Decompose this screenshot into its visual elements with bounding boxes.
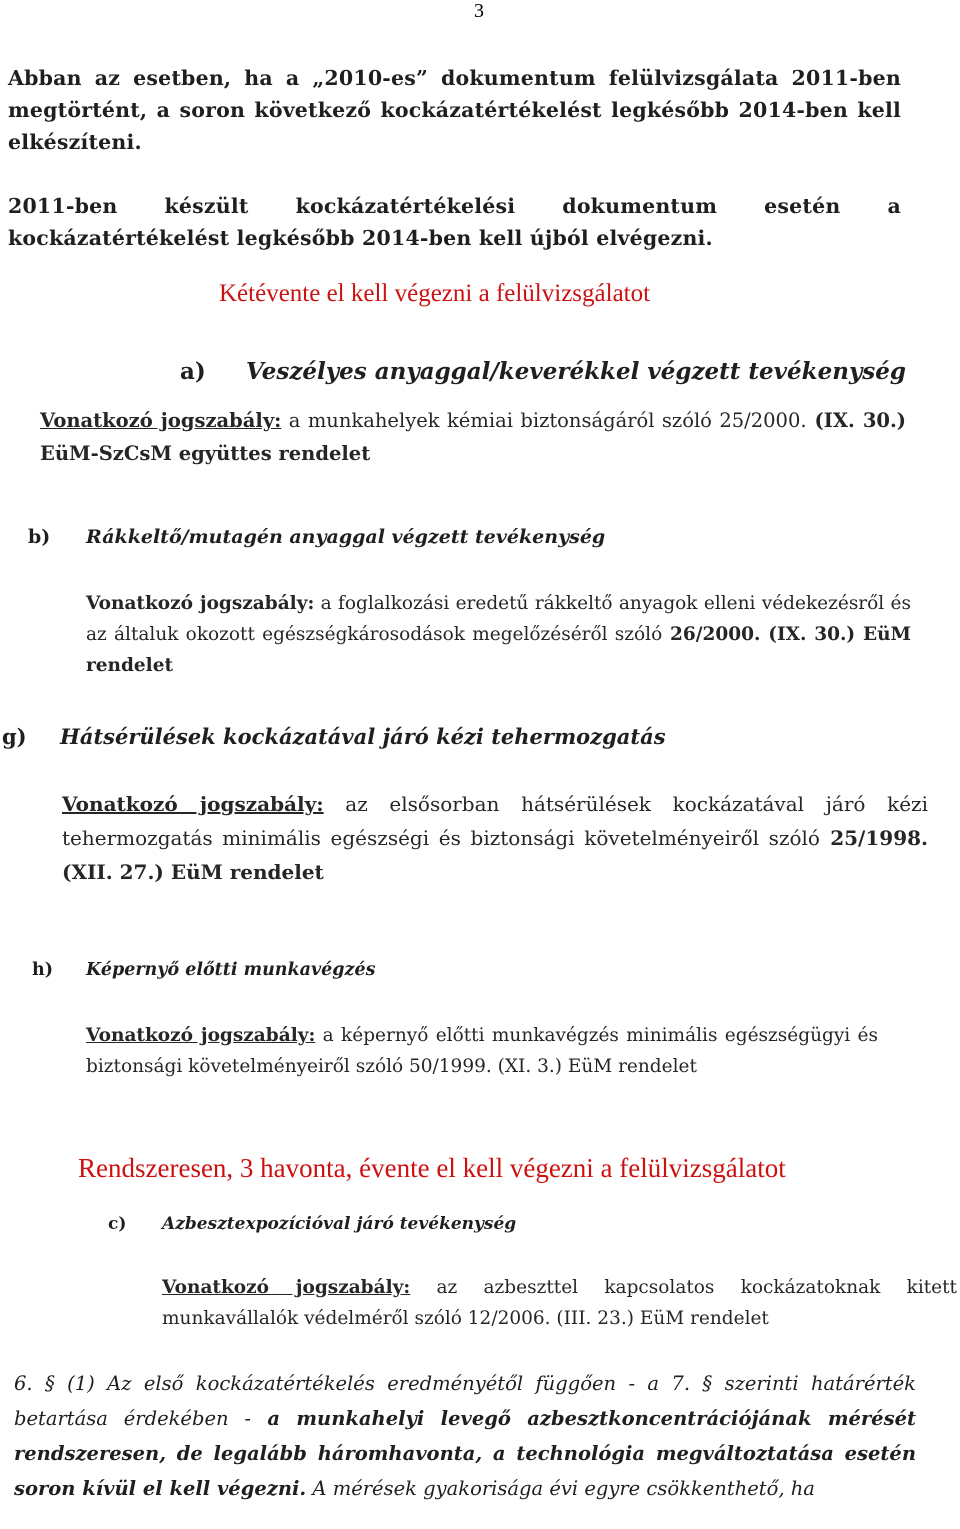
item-letter-g: g) — [2, 724, 27, 749]
regulation-text-b: a foglalkozási eredetű rákkeltő anyagok elleni védekezésről és az általuk okozott egészségkárosodások megelőzéséről szóló — [86, 593, 911, 645]
item-title-c: Azbesztexpozícióval járó tevékenység — [162, 1214, 517, 1234]
item-letter-c: c) — [108, 1214, 127, 1234]
regulation-text-h: a képernyő előtti munkavégzés minimális egészségügyi és biztonsági követelményeiről szóló 50/1999. (XI. 3.) EüM rendelet — [86, 1025, 878, 1077]
item-heading-c — [108, 1214, 516, 1234]
regulation-tail-g: 25/1998. (XII. 27.) EüM rendelet — [62, 826, 928, 884]
regulation-tail-a: (IX. 30.) EüM-SzCsM együttes rendelet — [40, 409, 906, 465]
regulation-c — [162, 1272, 957, 1334]
section-6-text-c: A mérések gyakorisága évi egyre csökkenthető, ha — [306, 1477, 815, 1500]
section-6-paragraph — [14, 1366, 916, 1506]
regulation-label-h: Vonatkozó jogszabály: — [86, 1025, 316, 1046]
item-letter-b: b) — [28, 526, 51, 548]
regulation-label-b: Vonatkozó jogszabály: — [86, 593, 315, 614]
regulation-a — [40, 404, 906, 470]
regulation-g — [62, 787, 928, 889]
regulation-h — [86, 1020, 878, 1082]
section-6-text-b: a munkahelyi levegő azbesztkoncentrációjának mérését rendszeresen, de legalább háromhavonta, a technológia megváltoztatása esetén soron kívül el kell végezni. — [14, 1407, 916, 1500]
section-6-text-a: 6. § (1) Az első kockázatértékelés eredményétől függően - a 7. § szerinti határérték betartása érdekében - — [14, 1372, 916, 1430]
regulation-text-c: az azbeszttel kapcsolatos kockázatoknak kitett munkavállalók védelméről szóló 12/2006. (III. 23.) EüM rendelet — [162, 1277, 957, 1329]
page-number: 3 — [474, 0, 484, 22]
intro-paragraph-2: 2011-ben készült kockázatértékelési dokumentum esetén a kockázatértékelést legkésőbb 2014-ben kell újból elvégezni. — [8, 194, 901, 250]
item-letter-a: a) — [180, 358, 206, 385]
regulation-label-c: Vonatkozó jogszabály: — [162, 1277, 411, 1298]
item-title-b: Rákkeltő/mutagén anyaggal végzett tevékenység — [86, 526, 606, 548]
item-heading-a — [180, 358, 906, 385]
regulation-b — [86, 588, 911, 681]
item-heading-h — [32, 960, 375, 980]
regulation-tail-b: 26/2000. (IX. 30.) EüM rendelet — [86, 624, 911, 676]
regulation-text-a: a munkahelyek kémiai biztonságáról szóló 25/2000. — [281, 409, 807, 432]
item-title-g: Hátsérülések kockázatával járó kézi tehermozgatás — [60, 724, 666, 749]
regulation-text-g: az elsősorban hátsérülések kockázatával járó kézi tehermozgatás minimális egészségi és biztonsági követelményeiről szóló — [62, 792, 928, 850]
item-letter-h: h) — [32, 960, 54, 980]
headline-regular: Rendszeresen, 3 havonta, évente el kell végezni a felülvizsgálatot — [78, 1153, 786, 1183]
regulation-label-g: Vonatkozó jogszabály: — [62, 792, 324, 816]
headline-biennial: Kétévente el kell végezni a felülvizsgálatot — [219, 280, 651, 307]
item-title-h: Képernyő előtti munkavégzés — [86, 960, 376, 980]
regulation-label-a: Vonatkozó jogszabály: — [40, 409, 282, 432]
item-title-a: Veszélyes anyaggal/keverékkel végzett tevékenység — [246, 358, 906, 385]
item-heading-g — [2, 724, 666, 749]
intro-paragraph-1: Abban az esetben, ha a „2010-es” dokumentum felülvizsgálata 2011-ben megtörtént, a soron következő kockázatértékelést legkésőbb 2014-ben kell elkészíteni. — [8, 66, 901, 154]
item-heading-b — [28, 526, 605, 548]
